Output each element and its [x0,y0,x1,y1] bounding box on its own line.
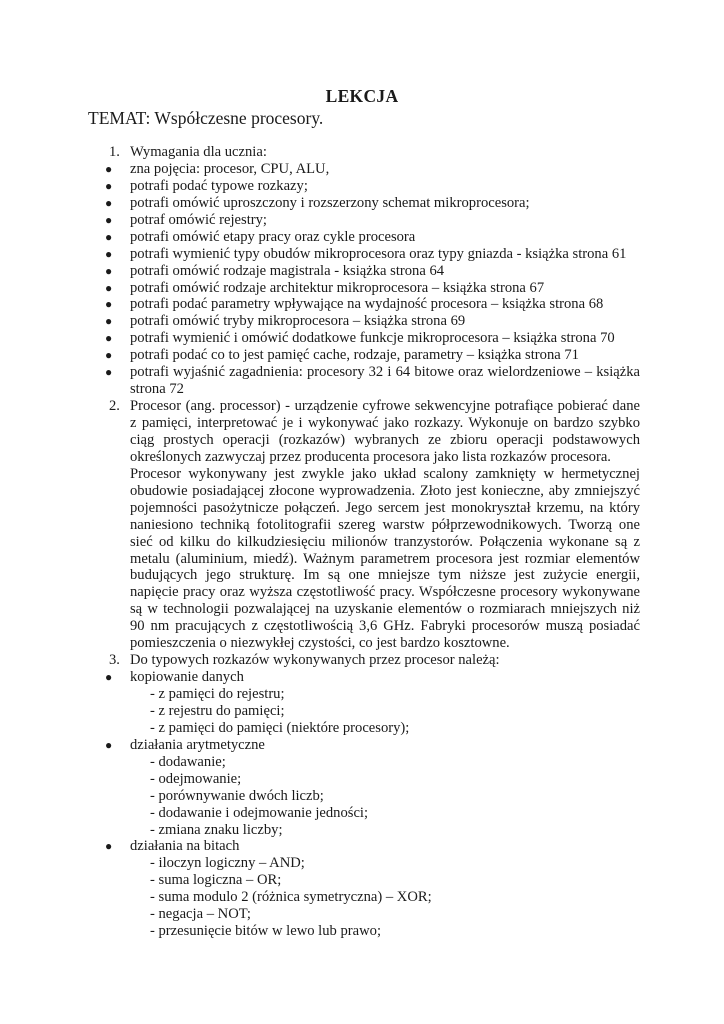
sub-list-item: - przesunięcie bitów w lewo lub prawo; [150,923,381,940]
list-item: ● potrafi podać co to jest pamięć cache, rodzaje, parametry – książka strona 71 [105,347,579,364]
list-item: ● potrafi omówić etapy pracy oraz cykle procesora [105,228,416,245]
paragraph-line: napięcie pracy oraz wyższa częstotliwość pracy. Współczesne procesory wykonywane [130,584,640,601]
paragraph-line: obudowie posiadającej złocone wyprowadzenia. Złoto jest konieczne, aby zmniejszyć [130,482,640,499]
bullet-icon: ● [105,195,113,210]
sub-list-item: - negacja – NOT; [150,906,251,923]
sub-list-item: - zmiana znaku liczby; [150,821,283,838]
paragraph-line: są w technologii pozwalającej na uzyskanie elementów o rozmiarach mniejszych niż [130,601,640,618]
paragraph-line: Procesor wykonywany jest zwykle jako układ scalony zamknięty w hermetycznej [130,465,640,482]
sub-list-item: - porównywanie dwóch liczb; [150,787,324,804]
bullet-icon: ● [105,365,113,380]
list-item: ● potrafi wymienić i omówić dodatkowe funkcje mikroprocesora – książka strona 70 [105,330,615,347]
section-heading [0,144,724,161]
section-number: 3. [109,652,120,669]
bullet-icon: ● [105,670,113,685]
paragraph-line: z pamięci, interpretować je i wykonywać jako rozkazy. Wykonuje on bardzo szybko [130,415,640,431]
list-item: ● potrafi wymienić typy obudów mikroprocesora oraz typy gniazda - książka strona 61 [105,245,627,262]
sub-list-item: - z pamięci do pamięci (niektóre procesory); [150,719,410,736]
list-item: ● potrafi podać typowe rozkazy; [105,177,308,194]
section-heading [0,652,724,669]
bullet-icon: ● [105,178,113,193]
bullet-icon: ● [105,348,113,363]
document-body [0,144,724,940]
section-heading-text: Do typowych rozkazów wykonywanych przez procesor należą: [130,652,500,669]
paragraph-line: ciąg prostych operacji (rozkazów) wybranych ze zbioru operacji podstawowych [130,431,640,448]
bullet-icon: ● [105,229,113,244]
list-item: ● potraf omówić rejestry; [105,211,267,228]
bullet-icon: ● [105,297,113,312]
list-item: ● potrafi podać parametry wpływające na wydajność procesora – książka strona 68 [105,296,604,313]
paragraph-line: naniesiono techniką fotolitografii szereg warstw półprzewodnikowych. Tworzą one [130,516,640,533]
sub-list-item: - dodawanie; [150,753,226,770]
sub-list-item: - iloczyn logiczny – AND; [150,855,305,872]
list-item: ● działania na bitach [105,838,240,855]
sub-list-item: - dodawanie i odejmowanie jedności; [150,804,369,821]
list-item: ● kopiowanie danych [105,669,244,686]
sub-list-item: - z rejestru do pamięci; [150,702,285,719]
bullet-icon: ● [105,280,113,295]
sub-list-item: - z pamięci do rejestru; [150,686,285,702]
paragraph-line: określonych zazwyczaj przez producenta procesora jako lista rozkazów procesora. [130,448,611,465]
list-item: ● działania arytmetyczne [105,736,265,753]
bullet-icon: ● [105,331,113,346]
list-item: ● potrafi omówić rodzaje magistrala - książka strona 64 [105,262,445,279]
bullet-icon: ● [105,263,113,278]
sub-list-item: - suma logiczna – OR; [150,872,282,889]
paragraph-line: budujących jego strukturę. Im są one mniejsze tym niższe jest zużycie energii, [130,567,640,584]
lesson-topic: TEMAT: Współczesne procesory. [88,108,324,128]
section-number: 1. [109,144,120,160]
list-item: ● potrafi wyjaśnić zagadnienia: procesory 32 i 64 bitowe oraz wielordzeniowe – książka [105,364,640,381]
page-title: LEKCJA [325,86,399,106]
paragraph-line: pomieszczenia o niezwykłej czystości, co jest bardzo kosztowne. [130,635,510,652]
list-item: ● potrafi omówić tryby mikroprocesora – książka strona 69 [105,313,466,330]
list-item: ● zna pojęcia: procesor, CPU, ALU, [105,160,330,177]
paragraph-line: metalu (aluminium, miedź). Ważnym parametrem procesora jest rozmiar elementów [130,550,640,567]
section-heading-text: Wymagania dla ucznia: [130,144,267,160]
bullet-icon: ● [105,839,113,854]
paragraph-line: pojemności pasożytnicze połączeń. Jego sercem jest monokryształ krzemu, na który [130,499,640,516]
paragraph-line: 90 nm pracujących z częstotliwością 3,6 GHz. Fabryki procesorów muszą posiadać [130,618,640,635]
bullet-icon: ● [105,314,113,329]
section-number: 2. [109,398,120,415]
paragraph-line: 2. Procesor (ang. processor) - urządzenie cyfrowe sekwencyjne potrafiące pobierać dane [109,398,640,415]
sub-list-item: - suma modulo 2 (różnica symetryczna) – XOR; [150,889,432,906]
bullet-icon: ● [105,212,113,227]
bullet-icon: ● [105,161,113,176]
list-item-continuation: strona 72 [130,381,184,398]
list-item: ● potrafi omówić uproszczony i rozszerzony schemat mikroprocesora; [105,194,530,211]
sub-list-item: - odejmowanie; [150,770,242,787]
bullet-icon: ● [105,737,113,752]
list-item: ● potrafi omówić rodzaje architektur mikroprocesora – książka strona 67 [105,279,545,296]
bullet-icon: ● [105,246,113,261]
paragraph-line: sieć od kilku do kilkudziesięciu milionów tranzystorów. Połączenia wykonane są z [130,533,640,550]
